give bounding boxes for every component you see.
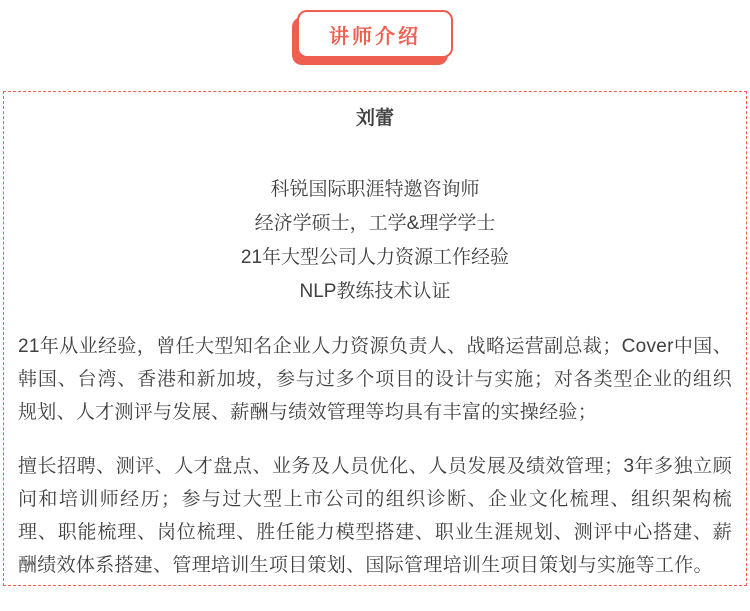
credential-line: NLP教练技术认证 [299,281,451,302]
section-badge [297,10,453,58]
badge-face [297,10,453,58]
lecturer-name: 刘蕾 [355,108,394,129]
credential-line: 经济学硕士，工学&理学学士 [254,213,496,234]
bio-paragraph: 擅长招聘、测评、人才盘点、业务及人员优化、人员发展及绩效管理；3年多独立顾问和培训师经历；参与过大型上市公司的组织诊断、企业文化梳理、组织架构梳理、职能梳理、岗位梳理、胜任能力模型搭建、职业生涯规划、测评中心搭建、薪酬绩效体系搭建、管理培训生项目策划、国际管理培训生项目策划与实施等工作。 [18,456,732,576]
section-badge-label: 讲师介绍 [329,25,421,48]
credential-line: 科锐国际职涯特邀咨询师 [270,179,480,200]
lecturer-intro-page [0,10,750,611]
credential-line: 21年大型公司人力资源工作经验 [240,247,510,268]
bio-paragraph: 21年从业经验，曾任大型知名企业人力资源负责人、战略运营副总裁；Cover中国、韩国、台湾、香港和新加坡，参与过多个项目的设计与实施；对各类型企业的组织规划、人才测评与发展、薪酬与绩效管理等均具有丰富的实操经验； [18,336,732,423]
credentials-list [18,173,732,309]
lecturer-card [3,91,747,586]
